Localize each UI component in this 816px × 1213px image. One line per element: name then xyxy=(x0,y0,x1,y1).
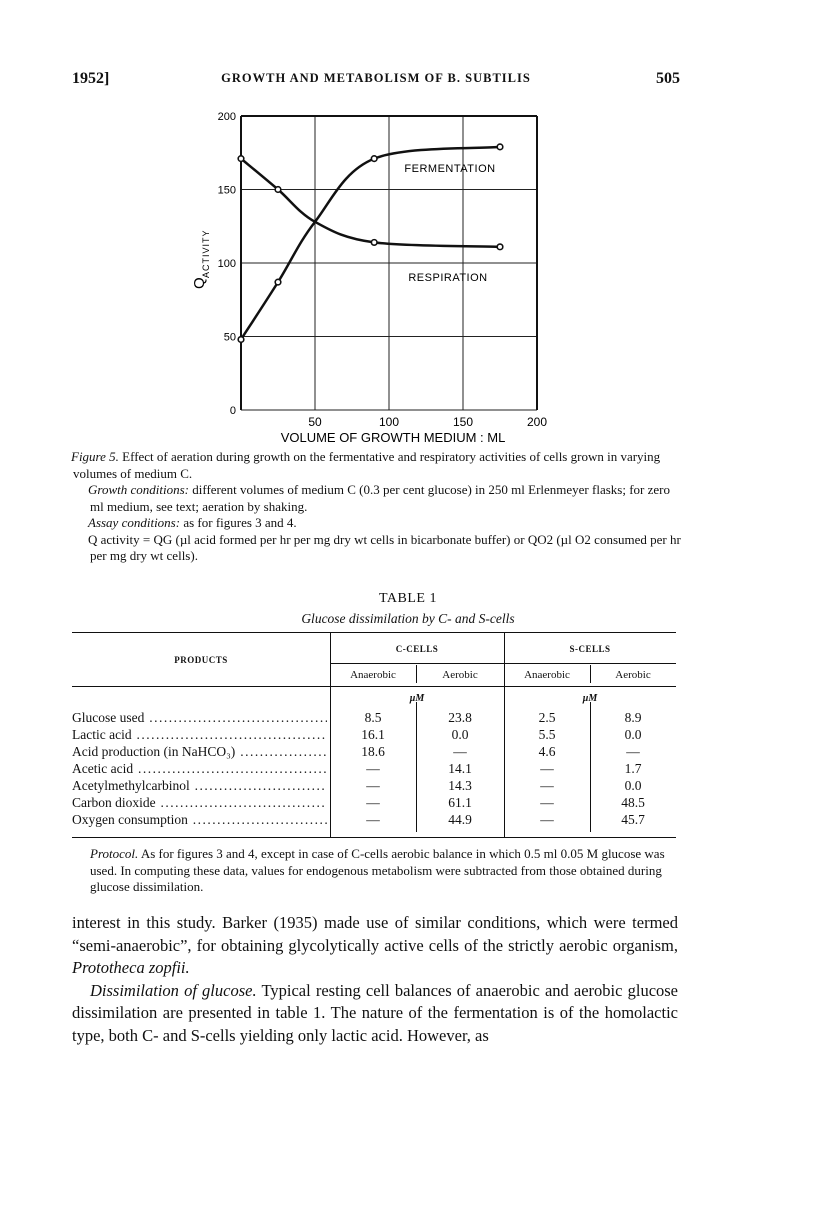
y-tick-label: 50 xyxy=(223,331,236,344)
x-tick-label: 50 xyxy=(308,415,322,429)
cell-c-aerobic: 0.0 xyxy=(451,727,469,742)
cell-c-anaerobic: — xyxy=(366,778,380,793)
table-row xyxy=(72,812,676,829)
col-s-aerobic: Aerobic xyxy=(615,669,651,681)
header-title: GROWTH AND METABOLISM OF B. SUBTILIS xyxy=(221,71,531,85)
table-title: Glucose dissimilation by C- and S-cells xyxy=(301,611,515,626)
cell-s-anaerobic: 4.6 xyxy=(538,744,556,759)
q-activity-definition: Q activity = QG (µl acid formed per hr per mg dry wt cells in bicarbonate buffer) or QO2 (µl O2 consumed per hr per mg dry wt cells). xyxy=(88,531,681,563)
table-row xyxy=(72,761,676,778)
cell-c-anaerobic: — xyxy=(366,761,380,776)
body-paragraph-1: interest in this study. Barker (1935) made use of similar conditions, which were termed “semi-anaerobic”, for obtaining glycolytically active cells of the strictly aerobic organism, xyxy=(72,913,678,955)
cell-c-aerobic: 14.1 xyxy=(448,761,472,776)
y-axis-label-sub: ACTIVITY xyxy=(201,229,211,278)
protocol-label: Protocol. xyxy=(90,846,139,861)
header-year: 1952] xyxy=(72,70,110,87)
row-name: Carbon dioxide ..... xyxy=(72,795,327,811)
cell-s-aerobic: 45.7 xyxy=(621,812,645,827)
protocol-text: As for figures 3 and 4, except in case of C-cells aerobic balance in which 0.5 ml 0.05 M glucose was used. In computing these data, values for endogenous metabolism were subtracted from those obtained during glucose dissimilation. xyxy=(90,846,665,894)
growth-conditions-text: different volumes of medium C (0.3 per cent glucose) in 250 ml Erlenmeyer flasks; for zero ml medium, see text; aeration by shaking. xyxy=(90,482,670,514)
cell-c-aerobic: 23.8 xyxy=(448,710,472,725)
cell-c-anaerobic: 18.6 xyxy=(361,744,385,759)
cell-c-anaerobic: — xyxy=(366,795,380,810)
col-products: PRODUCTS xyxy=(174,655,228,665)
row-name: Oxygen consumption ..... xyxy=(72,812,327,828)
row-name: Acetylmethylcarbinol ..... xyxy=(72,778,327,794)
units-s: µM xyxy=(582,693,598,704)
col-group-s-cells: S-CELLS xyxy=(569,644,611,654)
body-text xyxy=(72,912,678,1047)
cell-c-aerobic: 14.3 xyxy=(448,778,472,793)
y-tick-label: 200 xyxy=(217,111,236,123)
cell-s-anaerobic: — xyxy=(540,812,554,827)
figure-5-chart xyxy=(180,100,560,445)
x-axis-label: VOLUME OF GROWTH MEDIUM : ML xyxy=(280,430,506,445)
row-name: Acetic acid ..... xyxy=(72,761,327,777)
data-point-fermentation xyxy=(497,144,503,150)
x-tick-label: 100 xyxy=(378,415,400,429)
data-point-fermentation xyxy=(238,337,244,343)
data-point-fermentation xyxy=(371,156,377,162)
annotation-respiration: RESPIRATION xyxy=(408,272,488,284)
data-point-respiration xyxy=(371,240,377,246)
col-s-anaerobic: Anaerobic xyxy=(524,669,570,681)
group-header-rule xyxy=(330,663,676,664)
table-top-rule xyxy=(72,632,676,633)
cell-s-anaerobic: — xyxy=(540,795,554,810)
column-header-rule xyxy=(72,686,676,687)
cell-c-anaerobic: 8.5 xyxy=(364,710,382,725)
col-group-c-cells: C-CELLS xyxy=(395,644,439,654)
cell-s-anaerobic: — xyxy=(540,761,554,776)
section-heading: Dissimilation of glucose. xyxy=(90,980,257,1000)
table-row xyxy=(72,778,676,795)
growth-conditions-label: Growth conditions: xyxy=(88,482,189,497)
cell-s-aerobic: 48.5 xyxy=(621,795,645,810)
data-point-respiration xyxy=(238,156,244,162)
figure-caption xyxy=(71,449,682,565)
cell-s-anaerobic: — xyxy=(540,778,554,793)
chart-labels xyxy=(191,163,505,445)
cell-s-aerobic: 0.0 xyxy=(624,727,642,742)
cell-s-aerobic: 0.0 xyxy=(624,778,642,793)
data-point-respiration xyxy=(497,244,503,250)
cell-c-anaerobic: 16.1 xyxy=(361,727,385,742)
data-point-fermentation xyxy=(275,279,281,285)
table-bottom-rule xyxy=(72,837,676,838)
y-tick-label: 0 xyxy=(229,405,236,417)
col-c-aerobic: Aerobic xyxy=(442,669,478,681)
cell-c-anaerobic: — xyxy=(366,812,380,827)
figure-text: Effect of aeration during growth on the fermentative and respiratory activities of cells grown in varying volumes of medium C. xyxy=(73,449,661,481)
table-row xyxy=(72,744,676,761)
cell-s-aerobic: 8.9 xyxy=(624,710,642,725)
page-number: 505 xyxy=(656,70,680,87)
y-tick-label: 150 xyxy=(217,184,236,197)
row-name: Lactic acid ..... xyxy=(72,727,327,743)
body-paragraph-2: Typical resting cell balances of anaerobic and aerobic glucose dissimilation are presented in table 1. The nature of the fermentation is of the homolactic type, both C- and S-cells yielding only lactic acid. However, as xyxy=(72,980,679,1045)
cell-s-aerobic: 1.7 xyxy=(624,761,642,776)
chart-grid xyxy=(241,116,537,410)
running-header xyxy=(72,70,680,92)
y-axis-label xyxy=(191,229,211,289)
assay-conditions-text: as for figures 3 and 4. xyxy=(183,515,297,530)
figure-label: Figure 5. xyxy=(71,449,119,464)
annotation-fermentation: FERMENTATION xyxy=(404,163,496,175)
table-protocol-note xyxy=(90,846,678,896)
table-row xyxy=(72,710,676,727)
row-name: Acid production (in NaHCO₃) ..... xyxy=(72,744,327,760)
x-tick-label: 150 xyxy=(452,415,474,429)
cell-s-anaerobic: 5.5 xyxy=(538,727,556,742)
species-name: Prototheca zopfii. xyxy=(72,958,190,977)
table-row xyxy=(72,795,676,812)
table-number: TABLE 1 xyxy=(379,591,437,606)
y-tick-label: 100 xyxy=(217,258,236,270)
cell-c-aerobic: — xyxy=(453,744,467,759)
col-c-anaerobic: Anaerobic xyxy=(350,669,396,681)
series-line-fermentation xyxy=(241,147,500,340)
units-c: µM xyxy=(409,693,425,704)
x-tick-label: 200 xyxy=(526,415,548,429)
cell-s-anaerobic: 2.5 xyxy=(538,710,556,725)
cell-c-aerobic: 61.1 xyxy=(448,795,472,810)
cell-s-aerobic: — xyxy=(626,744,640,759)
chart-tick-labels xyxy=(218,111,548,429)
y-axis-label-q: Q xyxy=(191,277,208,289)
row-name: Glucose used ..... xyxy=(72,710,327,726)
table-row xyxy=(72,727,676,744)
cell-c-aerobic: 44.9 xyxy=(448,812,472,827)
data-point-respiration xyxy=(275,187,281,193)
assay-conditions-label: Assay conditions: xyxy=(88,515,181,530)
